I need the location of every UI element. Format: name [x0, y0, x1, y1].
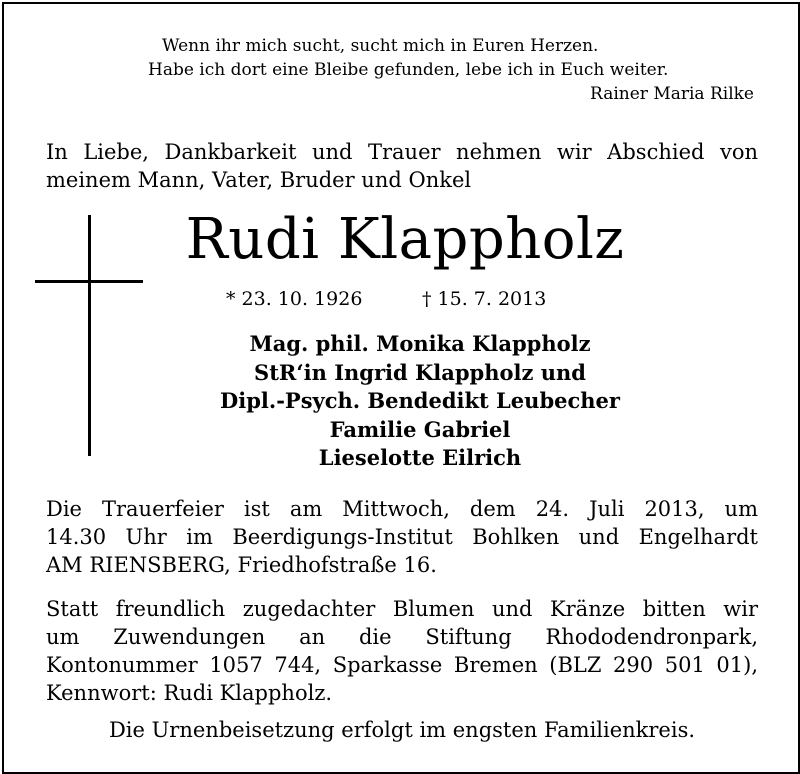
death-date: † 15. 7. 2013: [422, 288, 547, 310]
donation-line: Kontonummer 1057 744, Sparkasse Bremen (BLZ 290 501 01),: [46, 653, 758, 677]
funeral-line: Die Trauerfeier ist am Mittwoch, dem 24. Juli 2013, um: [46, 497, 758, 521]
quote-line: Wenn ihr mich sucht, sucht mich in Euren Herzen.: [162, 36, 599, 56]
intro-block: [46, 138, 758, 194]
intro-line: In Liebe, Dankbarkeit und Trauer nehmen wir Abschied von: [46, 140, 758, 164]
cross-icon: [88, 215, 91, 456]
mourner-name: Familie Gabriel: [329, 416, 511, 442]
mourner-name: Dipl.-Psych. Bendedikt Leubecher: [220, 388, 620, 413]
cross-icon-bar: [35, 280, 143, 283]
mourner-name: Lieselotte Eilrich: [318, 445, 522, 470]
intro-line: meinem Mann, Vater, Bruder und Onkel: [46, 168, 472, 192]
deceased-name: Rudi Klappholz: [185, 207, 625, 272]
mourner-name: StR‘in Ingrid Klappholz und: [254, 359, 586, 385]
quote-author: Rainer Maria Rilke: [590, 84, 754, 104]
burial-note: Die Urnenbeisetzung erfolgt im engsten Familienkreis.: [108, 718, 696, 742]
donation-line: Kennwort: Rudi Klappholz.: [46, 681, 333, 705]
funeral-block: [46, 495, 758, 579]
funeral-line: AM RIENSBERG, Friedhofstraße 16.: [46, 553, 437, 577]
birth-date: * 23. 10. 1926: [226, 288, 363, 310]
donation-line: Statt freundlich zugedachter Blumen und Kränze bitten wir: [46, 597, 758, 621]
funeral-line: 14.30 Uhr im Beerdigungs-Institut Bohlken und Engelhardt: [46, 525, 758, 549]
quote-block: [148, 34, 754, 106]
quote-line: Habe ich dort eine Bleibe gefunden, lebe ich in Euch weiter.: [148, 60, 669, 80]
mourner-name: Mag. phil. Monika Klappholz: [249, 331, 591, 356]
donation-line: um Zuwendungen an die Stiftung Rhododendronpark,: [46, 625, 758, 649]
mourners-list: [150, 330, 690, 473]
donation-block: [46, 595, 758, 707]
